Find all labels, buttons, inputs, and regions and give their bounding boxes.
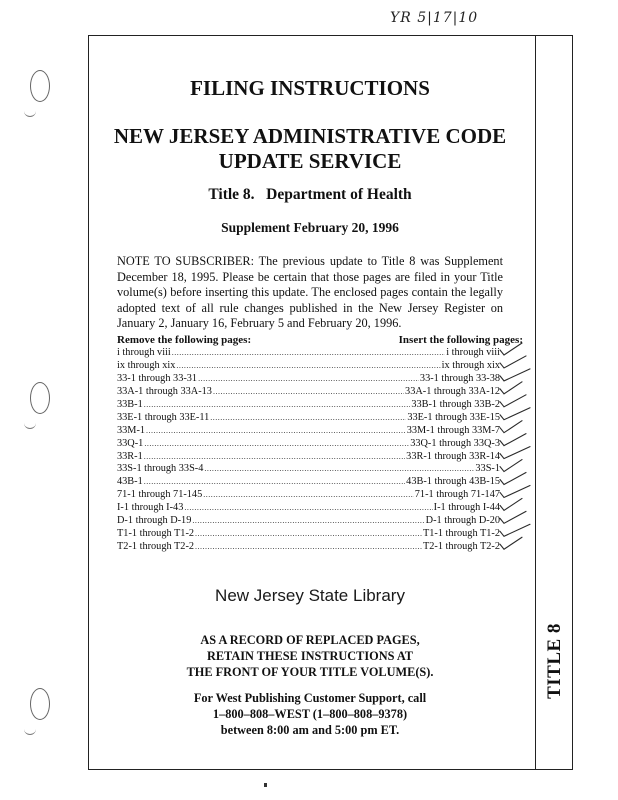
page-replacement-list	[117, 347, 500, 554]
check-mark	[500, 369, 530, 381]
support-line1: For West Publishing Customer Support, call	[193, 691, 427, 705]
table-row	[117, 541, 500, 554]
table-row	[117, 528, 500, 541]
table-row	[117, 502, 500, 515]
check-mark	[500, 485, 530, 497]
insert-pages-cell: I-1 through I-44	[433, 502, 500, 514]
table-row	[117, 373, 500, 386]
punch-mark	[24, 420, 36, 429]
table-row	[117, 412, 500, 425]
table-row	[117, 386, 500, 399]
remove-pages-cell: i through viii	[117, 347, 171, 358]
remove-pages-header: Remove the following pages:	[117, 334, 252, 346]
dot-leader	[144, 452, 405, 461]
check-mark	[500, 511, 526, 523]
remove-pages-cell: 33S-1 through 33S-4	[117, 463, 204, 475]
dot-leader	[176, 361, 440, 370]
check-mark	[500, 356, 526, 368]
check-mark	[500, 343, 522, 355]
dot-leader	[195, 542, 422, 551]
insert-pages-cell: 71-1 through 71-147	[414, 489, 500, 501]
dot-leader	[144, 400, 411, 409]
insert-pages-cell: 33E-1 through 33E-15	[407, 411, 500, 423]
handwritten-note: YR 5|17|10	[390, 10, 479, 26]
punch-mark	[24, 108, 36, 117]
remove-pages-cell: I-1 through I-43	[117, 502, 184, 514]
insert-pages-header: Insert the following pages:	[398, 334, 523, 346]
punch-hole-bottom	[30, 688, 50, 720]
dot-leader	[213, 387, 404, 396]
dot-leader	[146, 426, 406, 435]
dot-leader	[195, 529, 422, 538]
insert-pages-cell: 43B-1 through 43B-15	[406, 476, 500, 488]
remove-pages-cell: 33-1 through 33-31	[117, 372, 198, 384]
punch-hole-middle	[30, 382, 50, 414]
check-mark	[500, 447, 530, 459]
service-title-line1: NEW JERSEY ADMINISTRATIVE CODE	[113, 124, 507, 148]
dot-leader	[198, 374, 419, 383]
table-row	[117, 451, 500, 464]
punch-mark	[24, 726, 36, 735]
remove-pages-cell: D-1 through D-19	[117, 515, 192, 527]
record-line3: THE FRONT OF YOUR TITLE VOLUME(S).	[186, 665, 434, 679]
check-mark	[500, 382, 522, 394]
check-mark	[500, 395, 526, 407]
remove-pages-cell: 33M-1	[117, 424, 146, 436]
remove-pages-cell: T1-1 through T1-2	[117, 528, 195, 540]
table-row	[117, 476, 500, 489]
table-row	[117, 347, 500, 360]
remove-pages-cell: ix through xix	[117, 359, 176, 371]
insert-pages-cell: 33Q-1 through 33Q-3	[410, 437, 500, 449]
check-mark	[500, 537, 522, 549]
title-department: Title 8. Department of Health	[208, 186, 412, 203]
record-line1: AS A RECORD OF REPLACED PAGES,	[200, 633, 420, 647]
check-mark	[500, 524, 530, 536]
remove-pages-cell: 33E-1 through 33E-11	[117, 411, 210, 423]
insert-pages-cell: D-1 through D-20	[425, 515, 500, 527]
check-mark	[500, 460, 522, 472]
library-stamp: New Jersey State Library	[215, 586, 405, 605]
check-mark	[500, 408, 530, 420]
insert-pages-cell: T2-1 through T2-2	[422, 541, 500, 553]
scan-speck	[264, 783, 267, 787]
supplement-date: Supplement February 20, 1996	[221, 220, 399, 235]
dot-leader	[172, 348, 445, 357]
table-row	[117, 399, 500, 412]
table-row	[117, 463, 500, 476]
dot-leader	[203, 490, 414, 499]
insert-pages-cell: 33R-1 through 33R-14	[406, 450, 500, 462]
support-phone: 1–800–808–WEST (1–800–808–9378)	[212, 707, 408, 721]
record-line2: RETAIN THESE INSTRUCTIONS AT	[206, 649, 414, 663]
remove-pages-cell: 33B-1	[117, 398, 143, 410]
customer-support	[90, 690, 530, 738]
page-title: FILING INSTRUCTIONS	[190, 76, 430, 100]
support-hours: between 8:00 am and 5:00 pm ET.	[220, 723, 400, 737]
punch-hole-top	[30, 70, 50, 102]
table-row	[117, 360, 500, 373]
service-title	[90, 124, 530, 174]
dot-leader	[184, 503, 432, 512]
dot-leader	[144, 477, 405, 486]
title-tab-label: TITLE 8	[544, 623, 565, 699]
remove-pages-cell: 33R-1	[117, 450, 143, 462]
insert-pages-cell: 33M-1 through 33M-7	[406, 424, 500, 436]
remove-pages-cell: 43B-1	[117, 476, 143, 488]
remove-pages-cell: 33A-1 through 33A-13	[117, 385, 212, 397]
insert-pages-cell: 33A-1 through 33A-12	[405, 385, 500, 397]
subscriber-note: NOTE TO SUBSCRIBER: The previous update to Title 8 was Supplement December 18, 1995. Please be certain that those pages are filed in your Title volume(s) before inserting this update. The enclosed pages contain the legally adopted text of all rule changes published in the New Jersey Register on January 2, January 16, February 5 and February 20, 1996.	[117, 254, 503, 330]
table-row	[117, 515, 500, 528]
table-row	[117, 438, 500, 451]
record-instructions	[90, 632, 530, 680]
dot-leader	[144, 439, 409, 448]
dot-leader	[204, 464, 474, 473]
check-mark	[500, 434, 526, 446]
remove-pages-cell: 33Q-1	[117, 437, 144, 449]
check-mark	[500, 498, 522, 510]
remove-pages-cell: T2-1 through T2-2	[117, 541, 195, 553]
service-title-line2: UPDATE SERVICE	[218, 149, 402, 173]
title-tab	[541, 620, 569, 702]
table-row	[117, 489, 500, 502]
insert-pages-cell: i through viii	[446, 347, 500, 358]
table-row	[117, 425, 500, 438]
insert-pages-cell: 33S-1	[475, 463, 500, 475]
dot-leader	[210, 413, 406, 422]
insert-pages-cell: 33B-1 through 33B-2	[411, 398, 500, 410]
insert-pages-cell: 33-1 through 33-38	[419, 372, 500, 384]
check-mark	[500, 421, 522, 433]
handwritten-checkmarks	[498, 338, 538, 558]
remove-pages-cell: 71-1 through 71-145	[117, 489, 203, 501]
check-mark	[500, 473, 526, 485]
dot-leader	[192, 516, 424, 525]
insert-pages-cell: T1-1 through T1-2	[422, 528, 500, 540]
insert-pages-cell: ix through xix	[441, 359, 500, 371]
